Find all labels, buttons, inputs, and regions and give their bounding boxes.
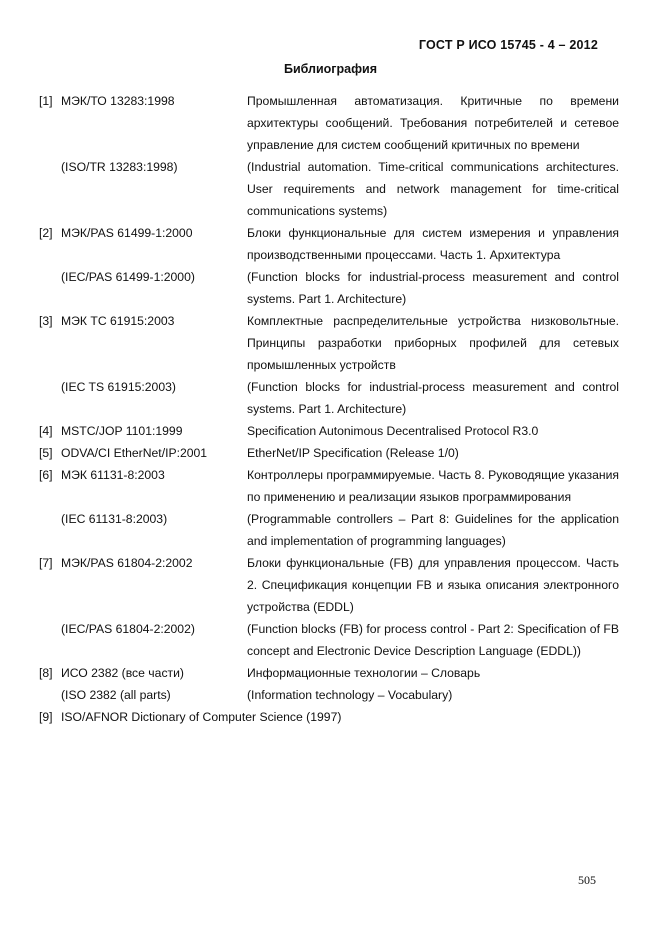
entry-description: (Function blocks (FB) for process control - Part 2: Specification of FB concept and Electronic Device Description Language (EDDL)) (247, 622, 619, 658)
entry-description: EtherNet/IP Specification (Release 1/0) (247, 446, 459, 460)
entry-number (39, 376, 61, 420)
entry-number (39, 508, 61, 552)
list-item (39, 618, 619, 662)
document-header: ГОСТ Р ИСО 15745 - 4 – 2012 (418, 38, 598, 52)
entry-description: (Function blocks for industrial-process measurement and control systems. Part 1. Architecture) (247, 270, 619, 306)
entry-description: Блоки функциональные (FB) для управления процессом. Часть 2. Спецификация концепции FB и языка описания электронного устройства (EDDL) (247, 556, 619, 614)
entry-code: МЭК ТС 61915:2003 (61, 314, 175, 328)
entry-code: ИСО 2382 (все части) (61, 666, 184, 680)
entry-code: (IEC/PAS 61499-1:2000) (61, 270, 195, 284)
entry-code: (IEC/PAS 61804-2:2002) (61, 622, 195, 636)
entry-number (39, 684, 61, 706)
bibliography-list (39, 90, 619, 728)
entry-code: МЭК 61131-8:2003 (61, 468, 165, 482)
bibliography-title: Библиография (283, 62, 378, 76)
entry-number: [4] (39, 424, 53, 438)
list-item (39, 552, 619, 618)
entry-number: [7] (39, 556, 53, 570)
list-item (39, 508, 619, 552)
entry-code: МЭК/ТО 13283:1998 (61, 94, 175, 108)
entry-description: Комплектные распределительные устройства низковольтные. Принципы разработки приборных профилей для сетевых промышленных устройств (247, 314, 619, 372)
page-number: 505 (578, 873, 596, 887)
entry-description: (Industrial automation. Time-critical communications architectures. User requirements and network management for time-critical communications systems) (247, 160, 619, 218)
entry-description: Промышленная автоматизация. Критичные по времени архитектуры сообщений. Требования потребителей и сетевое управление для систем сообщений критичных по времени (247, 94, 619, 152)
entry-number: [1] (39, 94, 53, 108)
entry-number: [6] (39, 468, 53, 482)
entry-description: Блоки функциональные для систем измерения и управления производственными процессами. Часть 1. Архитектура (247, 226, 619, 262)
list-item (39, 222, 619, 266)
entry-number (39, 618, 61, 662)
entry-code: (ISO/TR 13283:1998) (61, 160, 178, 174)
entry-code: (IEC 61131-8:2003) (61, 512, 168, 526)
entry-number: [9] (39, 710, 53, 724)
entry-code: (ISO 2382 (all parts) (61, 688, 171, 702)
entry-description: (Information technology – Vocabulary) (247, 688, 453, 702)
list-item (39, 90, 619, 156)
entry-description: (Function blocks for industrial-process measurement and control systems. Part 1. Architecture) (247, 380, 619, 416)
entry-number: [8] (39, 666, 53, 680)
entry-code: МЭК/PAS 61499-1:2000 (61, 226, 193, 240)
list-item (39, 310, 619, 376)
entry-code: ODVA/CI EtherNet/IP:2001 (61, 446, 208, 460)
entry-description: Specification Autonimous Decentralised Protocol R3.0 (247, 424, 539, 438)
list-item (39, 662, 619, 684)
list-item (39, 684, 619, 706)
list-item (39, 376, 619, 420)
list-item (39, 266, 619, 310)
entry-number (39, 156, 61, 222)
entry-full-text: ISO/AFNOR Dictionary of Computer Science (1997) (61, 710, 342, 724)
entry-code: МЭК/PAS 61804-2:2002 (61, 556, 193, 570)
entry-number (39, 266, 61, 310)
entry-code: (IEC TS 61915:2003) (61, 380, 176, 394)
list-item (39, 442, 619, 464)
entry-number: [5] (39, 446, 53, 460)
entry-number: [2] (39, 226, 53, 240)
list-item (39, 156, 619, 222)
entry-code: MSTC/JOP 1101:1999 (61, 424, 183, 438)
entry-description: Информационные технологии – Словарь (247, 666, 481, 680)
entry-description: (Programmable controllers – Part 8: Guidelines for the application and implementation of programming languages) (247, 512, 619, 548)
list-item (39, 464, 619, 508)
list-item (39, 420, 619, 442)
list-item (39, 706, 619, 728)
entry-description: Контроллеры программируемые. Часть 8. Руководящие указания по применению и реализации языков программирования (247, 468, 619, 504)
entry-number: [3] (39, 314, 53, 328)
